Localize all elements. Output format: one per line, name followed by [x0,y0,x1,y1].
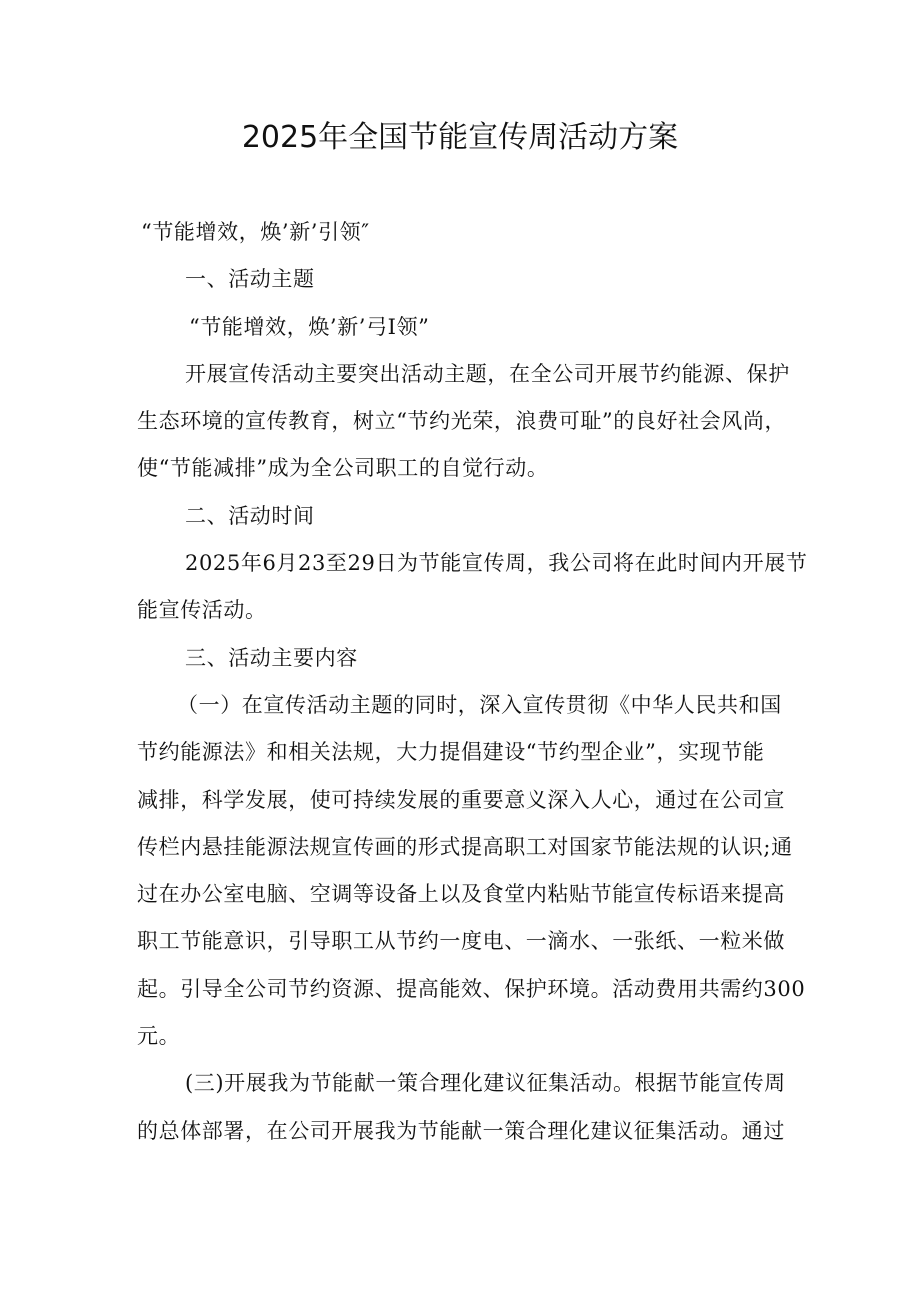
paragraph-line: 能宣传活动。 [137,598,267,623]
paragraph-line: 职工节能意识，引导职工从节约一度电、一滴水、一张纸、一粒米做 [137,929,785,954]
section-heading-theme: 一、活动主题 [185,267,315,292]
paragraph-line: 元。 [137,1024,181,1049]
document-title: 2025年全国节能宣传周活动方案 [241,120,679,155]
paragraph-line: (三)开展我为节能献一策合理化建议征集活动。根据节能宣传周 [185,1071,786,1096]
slogan: “节能增效，焕’新’引领″ [141,220,370,244]
paragraph-line: 生态环境的宣传教育，树立“节约光荣，浪费可耻”的良好社会风尚， [137,409,787,434]
paragraph-line: 2025年6月23至29日为节能宣传周，我公司将在此时间内开展节 [185,551,808,576]
section-heading-content: 三、活动主要内容 [185,645,358,670]
section-heading-time: 二、活动时间 [185,503,315,528]
paragraph-line: 的总体部署，在公司开展我为节能献一策合理化建议征集活动。通过 [137,1118,785,1143]
paragraph-line: 过在办公室电脑、空调等设备上以及食堂内粘贴节能宣传标语来提高 [137,882,785,907]
paragraph-line: 使“节能减排”成为全公司职工的自觉行动。 [137,456,549,481]
paragraph-line: 节约能源法》和相关法规，大力提倡建设“节约型企业”，实现节能 [137,740,765,765]
paragraph-line: 传栏内悬挂能源法规宣传画的形式提高职工对国家节能法规的认识;通 [137,834,793,859]
theme-slogan: “节能增效，焕’新’弓I领” [189,314,430,339]
document-body [137,209,808,1155]
paragraph-line: （一）在宣传活动主题的同时，深入宣传贯彻《中华人民共和国 [177,692,782,717]
paragraph-line: 起。引导全公司节约资源、提高能效、保护环境。活动费用共需约300 [137,976,806,1001]
paragraph-line: 开展宣传活动主要突出活动主题，在全公司开展节约能源、保护 [185,361,790,386]
paragraph-line: 减排，科学发展，使可持续发展的重要意义深入人心，通过在公司宣 [137,787,785,812]
